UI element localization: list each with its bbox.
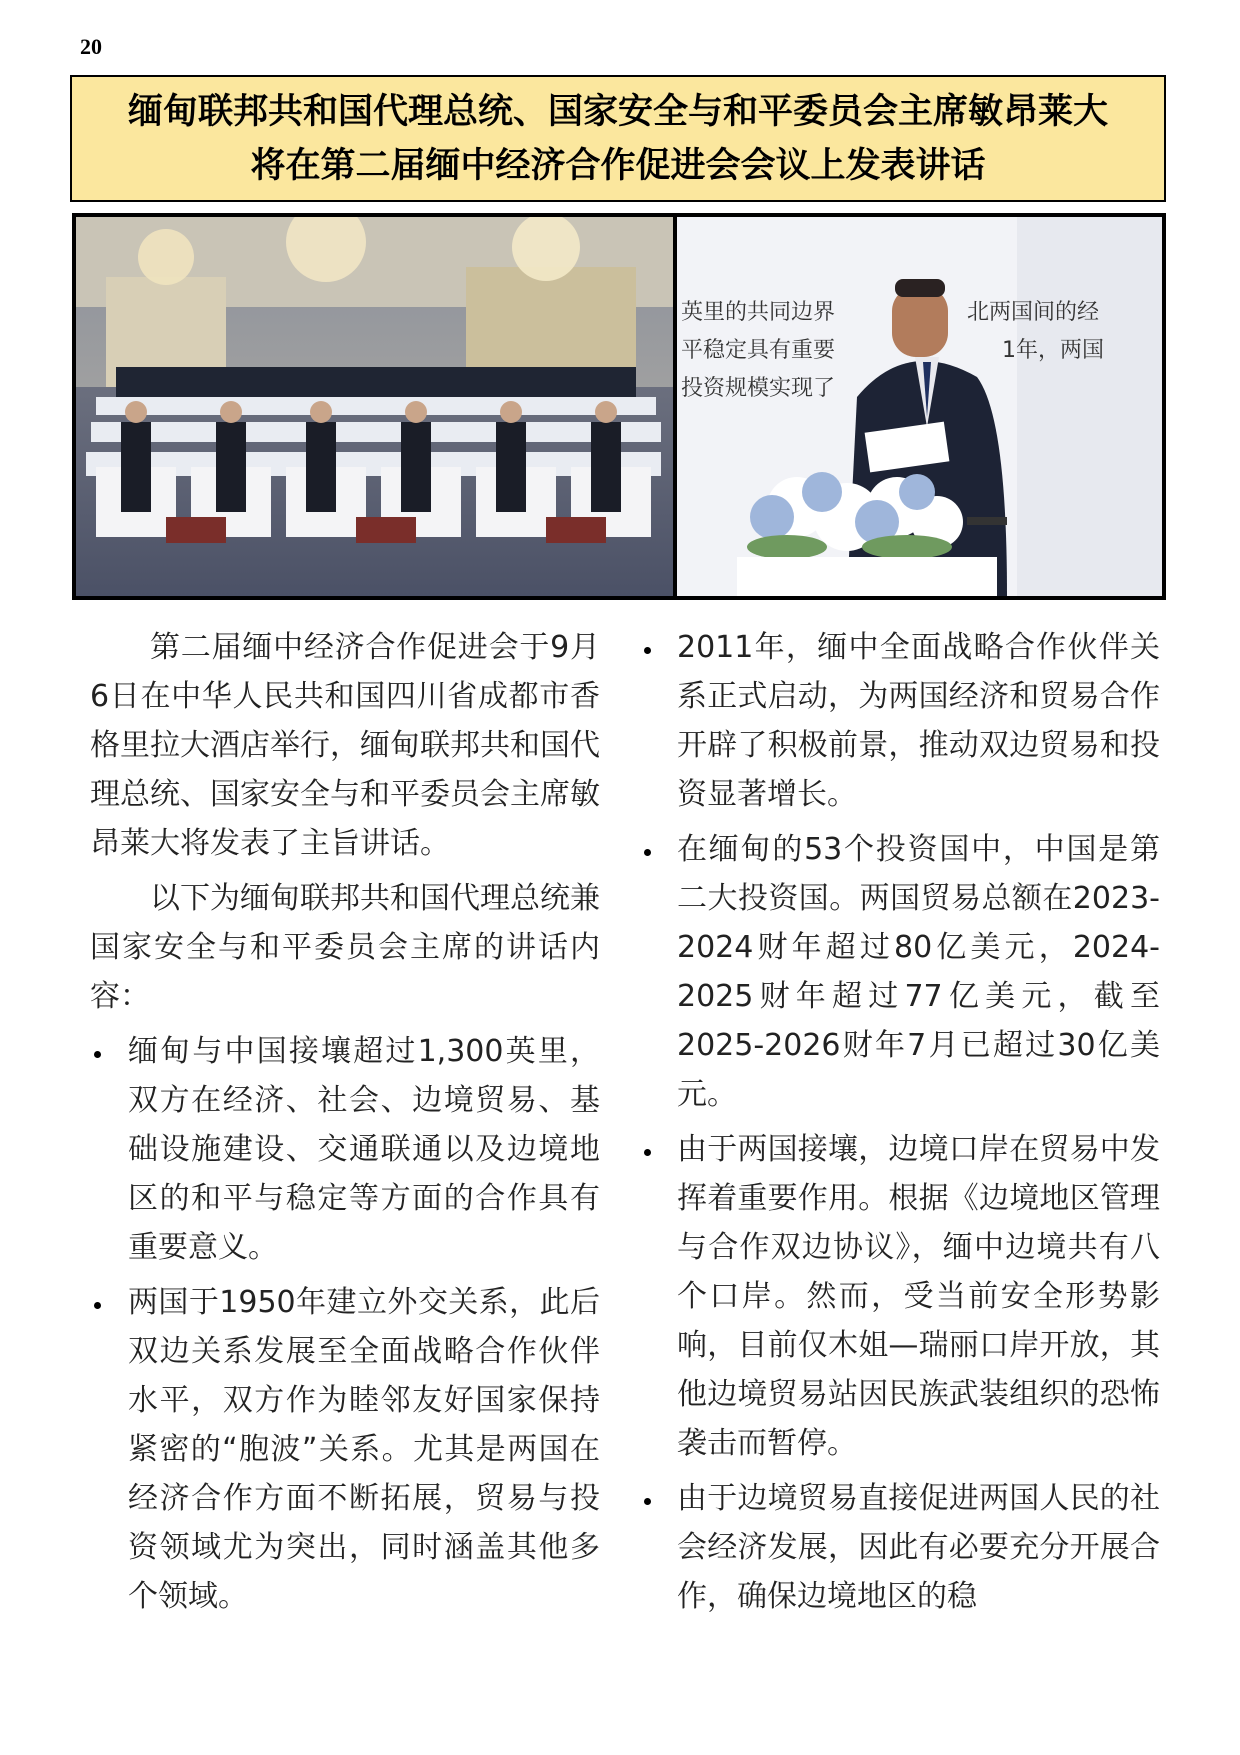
screen-text-3: 平稳定具有重要 xyxy=(681,338,836,363)
title-line-2: 将在第二届缅中经济合作促进会会议上发表讲话 xyxy=(250,145,986,186)
article-column-left xyxy=(90,623,600,1627)
screen-text-1: 英里的共同边界 xyxy=(681,300,836,325)
article-title xyxy=(70,75,1166,202)
bullet-list-left xyxy=(90,1027,600,1621)
speaker-photo xyxy=(677,217,1162,596)
page-number: 20 xyxy=(80,34,102,59)
list-item: 两国于1950年建立外交关系，此后双边关系发展至全面战略合作伙伴水平，双方作为睦邻友好国家保持紧密的“胞波”关系。尤其是两国在经济合作方面不断拓展，贸易与投资领域尤为突出，同时涵盖其他多个领域。 xyxy=(90,1278,600,1621)
list-item: 2011年，缅中全面战略合作伙伴关系正式启动，为两国经济和贸易合作开辟了积极前景，推动双边贸易和投资显著增长。 xyxy=(640,623,1160,819)
list-item: 由于两国接壤，边境口岸在贸易中发挥着重要作用。根据《边境地区管理与合作双边协议》，缅中边境共有八个口岸。然而，受当前安全形势影响，目前仅木姐—瑞丽口岸开放，其他边境贸易站因民族武装组织的恐怖袭击而暂停。 xyxy=(640,1125,1160,1468)
photo-strip xyxy=(72,213,1166,600)
screen-text-2: 北两国间的经 xyxy=(967,300,1100,325)
list-item: 在缅甸的53个投资国中，中国是第二大投资国。两国贸易总额在2023-2024财年超过80亿美元，2024-2025财年超过77亿美元，截至2025-2026财年7月已超过30亿美元。 xyxy=(640,825,1160,1119)
title-line-1: 缅甸联邦共和国代理总统、国家安全与和平委员会主席敏昂莱大 xyxy=(127,91,1108,132)
bullet-list-right xyxy=(640,623,1160,1621)
conference-hall-photo xyxy=(76,217,673,596)
speaker-image xyxy=(677,217,1162,596)
list-item: 由于边境贸易直接促进两国人民的社会经济发展，因此有必要充分开展合作，确保边境地区的稳 xyxy=(640,1474,1160,1621)
intro-paragraph: 第二届缅中经济合作促进会于9月6日在中华人民共和国四川省成都市香格里拉大酒店举行，缅甸联邦共和国代理总统、国家安全与和平委员会主席敏昂莱大将发表了主旨讲话。 xyxy=(90,630,600,861)
intro-paragraph: 以下为缅甸联邦共和国代理总统兼国家安全与和平委员会主席的讲话内容： xyxy=(90,881,600,1014)
screen-text-5: 投资规模实现了 xyxy=(681,376,836,401)
list-item: 缅甸与中国接壤超过1,300英里，双方在经济、社会、边境贸易、基础设施建设、交通联通以及边境地区的和平与稳定等方面的合作具有重要意义。 xyxy=(90,1027,600,1272)
conference-hall-image xyxy=(76,217,673,596)
article-column-right xyxy=(640,623,1160,1627)
screen-text-4: 1年，两国 xyxy=(1002,338,1104,363)
